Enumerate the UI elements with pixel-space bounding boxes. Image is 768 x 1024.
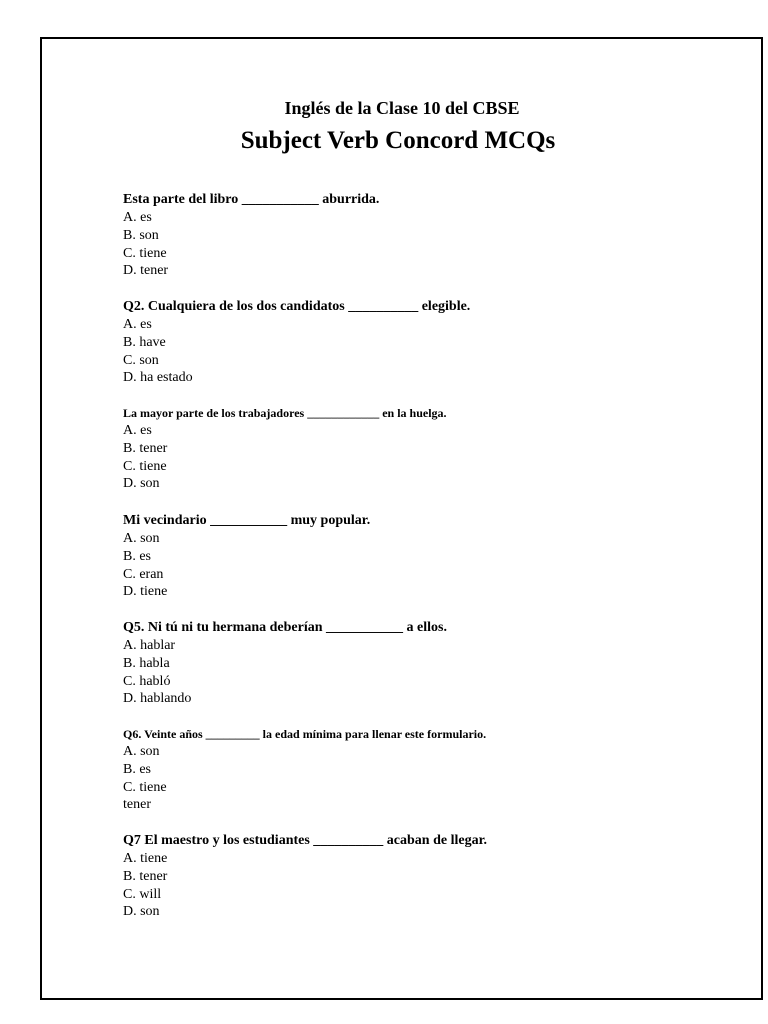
option-c: C. will xyxy=(123,886,162,902)
option-d: D. ha estado xyxy=(123,370,193,386)
option-c: C. son xyxy=(123,352,159,368)
option-a: A. son xyxy=(123,531,160,546)
question-text: Q5. Ni tú ni tu hermana deberían ___________ a ellos. xyxy=(123,620,447,635)
question-5 xyxy=(123,619,723,708)
question-1 xyxy=(123,191,723,280)
question-text: Esta parte del libro ___________ aburrida. xyxy=(123,192,380,207)
option-b: B. es xyxy=(123,761,151,777)
question-text: Mi vecindario ___________ muy popular. xyxy=(123,513,371,528)
option-a: A. hablar xyxy=(123,638,176,653)
option-d: tener xyxy=(123,797,151,813)
question-6 xyxy=(123,725,723,814)
option-a: A. es xyxy=(123,423,152,438)
question-text: Q2. Cualquiera de los dos candidatos __________ elegible. xyxy=(123,299,471,314)
option-b: B. have xyxy=(123,334,166,350)
document-title: Subject Verb Concord MCQs xyxy=(240,127,556,154)
option-a: A. es xyxy=(123,317,152,332)
question-7 xyxy=(123,832,723,921)
option-c: C. tiene xyxy=(123,245,167,261)
option-a: A. son xyxy=(123,744,160,759)
question-4 xyxy=(123,512,723,601)
option-d: D. tiene xyxy=(123,584,168,600)
option-d: D. son xyxy=(123,476,160,492)
option-c: C. habló xyxy=(123,673,171,689)
option-a: A. tiene xyxy=(123,851,168,866)
option-d: D. son xyxy=(123,904,160,920)
option-b: B. son xyxy=(123,227,159,243)
option-d: D. tener xyxy=(123,263,169,279)
question-text: Q6. Veinte años _________ la edad mínima para llenar este formulario. xyxy=(123,727,487,741)
question-3 xyxy=(123,404,723,493)
option-a: A. es xyxy=(123,210,152,225)
document-subtitle: Inglés de la Clase 10 del CBSE xyxy=(284,98,520,118)
option-b: B. habla xyxy=(123,655,170,671)
question-2 xyxy=(123,298,723,387)
option-c: C. tiene xyxy=(123,779,167,795)
option-b: B. tener xyxy=(123,868,168,884)
option-c: C. eran xyxy=(123,566,164,582)
option-b: B. tener xyxy=(123,440,168,456)
option-c: C. tiene xyxy=(123,458,167,474)
question-text: Q7 El maestro y los estudiantes __________ acaban de llegar. xyxy=(123,833,488,848)
question-text: La mayor parte de los trabajadores ____________ en la huelga. xyxy=(123,406,447,420)
option-b: B. es xyxy=(123,548,151,564)
option-d: D. hablando xyxy=(123,691,192,707)
